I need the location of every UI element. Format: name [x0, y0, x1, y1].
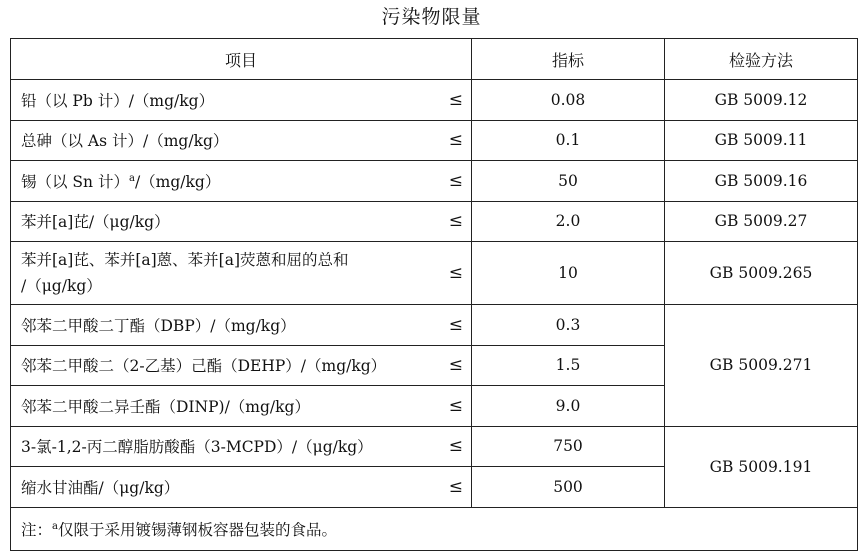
- table-row: [11, 80, 858, 121]
- less-equal-sign: ≤: [448, 89, 463, 110]
- table-row: [11, 120, 858, 161]
- less-equal-sign: ≤: [448, 263, 463, 283]
- header-row: [11, 39, 858, 80]
- limit-cell: 500: [472, 467, 665, 508]
- limit-cell: 10: [472, 242, 665, 305]
- limit-cell: 750: [472, 426, 665, 467]
- header-limit: 指标: [472, 39, 665, 80]
- less-equal-sign: ≤: [448, 476, 463, 497]
- method-cell: GB 5009.271: [665, 305, 858, 427]
- item-cell: 总砷（以 As 计）/（mg/kg） ≤: [11, 120, 472, 161]
- header-item: 项目: [11, 39, 472, 80]
- limit-cell: 50: [472, 161, 665, 202]
- table-row: [11, 242, 858, 305]
- less-equal-sign: ≤: [448, 395, 463, 416]
- method-cell: GB 5009.16: [665, 161, 858, 202]
- limit-cell: 2.0: [472, 201, 665, 242]
- limit-cell: 0.3: [472, 305, 665, 346]
- item-cell: 铅（以 Pb 计）/（mg/kg） ≤: [11, 80, 472, 121]
- method-cell: GB 5009.11: [665, 120, 858, 161]
- contaminant-limits-table: [10, 38, 858, 551]
- limit-cell: 0.1: [472, 120, 665, 161]
- item-cell: 苯并[a]芘/（μg/kg） ≤: [11, 201, 472, 242]
- item-cell: 缩水甘油酯/（μg/kg） ≤: [11, 467, 472, 508]
- method-cell: GB 5009.191: [665, 426, 858, 507]
- item-cell: 锡（以 Sn 计）$^a$/（mg/kg） ≤: [11, 161, 472, 202]
- footnote: 注：$^a$仅限于采用镀锡薄钢板容器包装的食品。: [11, 507, 858, 550]
- less-equal-sign: ≤: [448, 170, 463, 191]
- less-equal-sign: ≤: [448, 314, 463, 335]
- limit-cell: 1.5: [472, 345, 665, 386]
- item-cell: 3-氯-1,2-丙二醇脂肪酸酯（3-MCPD）/（μg/kg） ≤: [11, 426, 472, 467]
- table-row: [11, 161, 858, 202]
- table-row: [11, 201, 858, 242]
- method-cell: GB 5009.27: [665, 201, 858, 242]
- header-method: 检验方法: [665, 39, 858, 80]
- note-row: [11, 507, 858, 550]
- item-cell: 邻苯二甲酸二丁酯（DBP）/（mg/kg） ≤: [11, 305, 472, 346]
- footnote-marker: a: [52, 520, 58, 532]
- method-cell: GB 5009.12: [665, 80, 858, 121]
- less-equal-sign: ≤: [448, 436, 463, 457]
- item-cell: 邻苯二甲酸二异壬酯（DINP)/（mg/kg） ≤: [11, 386, 472, 427]
- table-title: 污染物限量: [381, 6, 482, 28]
- limit-cell: 9.0: [472, 386, 665, 427]
- item-cell: 苯并[a]芘、苯并[a]蒽、苯并[a]荧蒽和屈的总和 /（μg/kg） ≤: [11, 242, 472, 305]
- less-equal-sign: ≤: [448, 211, 463, 232]
- item-cell: 邻苯二甲酸二（2-乙基）己酯（DEHP）/（mg/kg） ≤: [11, 345, 472, 386]
- table-row: [11, 426, 858, 467]
- limit-cell: 0.08: [472, 80, 665, 121]
- less-equal-sign: ≤: [448, 355, 463, 376]
- method-cell: GB 5009.265: [665, 242, 858, 305]
- footnote-marker: a: [128, 172, 135, 184]
- table-row: [11, 305, 858, 346]
- less-equal-sign: ≤: [448, 130, 463, 151]
